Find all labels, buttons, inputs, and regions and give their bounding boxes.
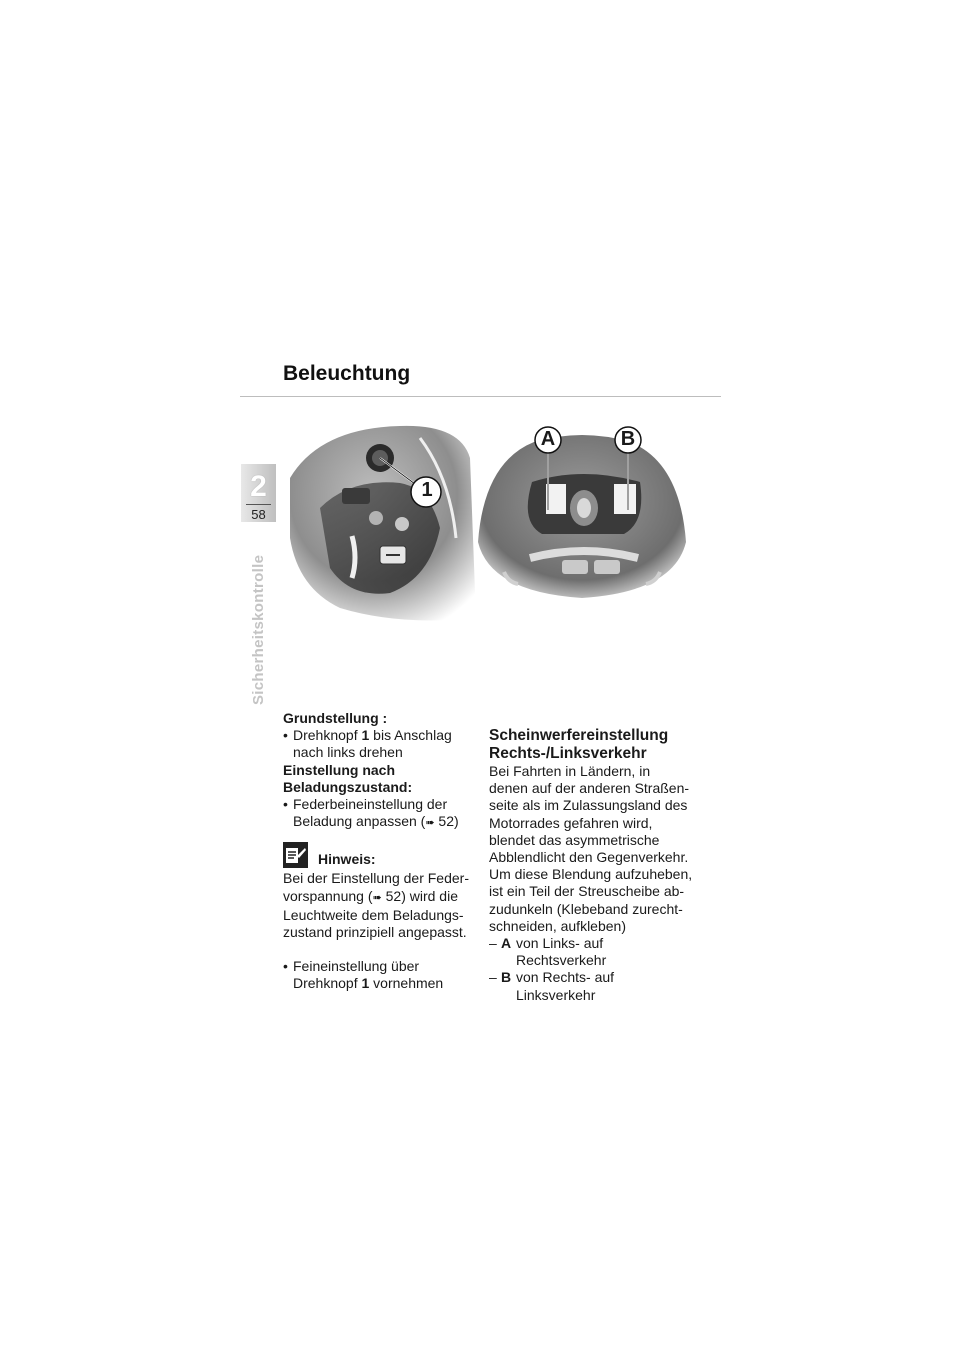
body-line: zudunkeln (Klebeband zurecht-: [489, 900, 683, 917]
section-heading-1: Scheinwerfereinstellung: [489, 727, 669, 744]
list-item-b: [489, 969, 704, 1003]
load-setting-heading-2: Beladungszustand:: [283, 778, 413, 795]
chapter-tab: [241, 464, 276, 522]
section-side-label: Sicherheitskontrolle: [250, 554, 267, 705]
note-line-1: Bei der Einstellung der Feder-: [283, 870, 469, 887]
fine-bullet-key: 1: [361, 975, 370, 992]
callout-1: 1: [421, 479, 433, 501]
fine-adjust-bullet: [283, 958, 483, 992]
key-a: A: [501, 935, 512, 952]
note-line-4: zustand prinzipiell angepasst.: [283, 924, 467, 941]
left-column: [283, 710, 483, 993]
note-icon: [283, 842, 308, 868]
load-bullet-ref: 52): [434, 813, 459, 830]
body-line: seite als im Zulassungsland des: [489, 797, 688, 814]
note-label: Hinweis:: [318, 851, 376, 868]
load-setting-bullet: [283, 796, 483, 832]
item-b-line-2: Linksverkehr: [516, 986, 596, 1003]
load-setting-heading-1: Einstellung nach: [283, 761, 396, 778]
right-column: [489, 727, 704, 1004]
body-line: Motorrades gefahren wird,: [489, 814, 653, 831]
basic-bullet-line2: nach links drehen: [293, 744, 403, 761]
basic-setting-heading: Grundstellung :: [283, 710, 388, 726]
reference-arrow-icon: ➠: [372, 891, 382, 904]
page-title: Beleuchtung: [283, 362, 411, 385]
fine-bullet-line1: • Feineinstellung über: [293, 958, 420, 975]
load-bullet-line1: • Federbeineinstellung der: [293, 796, 448, 813]
basic-bullet-text-end: bis Anschlag: [369, 727, 452, 744]
chapter-divider: [246, 504, 271, 505]
chapter-number: 2: [250, 470, 267, 503]
note-line-2: [283, 888, 483, 907]
body-line: Um diese Blendung aufzuheben,: [489, 866, 693, 883]
callout-b: B: [620, 428, 636, 450]
dash-b: –: [489, 969, 497, 986]
headlight-lens-photo: [474, 422, 690, 598]
load-bullet-text: Beladung anpassen (: [293, 813, 426, 830]
fine-bullet-text: Drehknopf: [293, 975, 362, 992]
body-line: blendet das asymmetrische: [489, 831, 660, 848]
body-line: denen auf der anderen Straßen-: [489, 780, 690, 797]
basic-bullet-text: Drehknopf: [293, 727, 362, 744]
page-number: 58: [251, 507, 266, 522]
reference-arrow-icon: ➠: [425, 817, 435, 830]
note-heading: [283, 842, 483, 870]
list-item-a: [489, 935, 704, 969]
callout-a: A: [540, 428, 556, 450]
title-divider: [240, 396, 721, 397]
body-line: schneiden, aufkleben): [489, 917, 626, 934]
body-line: Abblendlicht den Gegenverkehr.: [489, 849, 689, 866]
item-a-line-2: Rechtsverkehr: [516, 952, 607, 969]
fine-bullet-text-end: vornehmen: [369, 975, 444, 992]
item-b-line-1: von Rechts- auf: [516, 969, 615, 986]
basic-bullet-key: 1: [361, 727, 370, 744]
note-line-2-text: vorspannung (: [283, 887, 373, 904]
load-bullet-line2: [293, 813, 483, 832]
note-text: [283, 870, 483, 941]
body-line: ist ein Teil der Streuscheibe ab-: [489, 883, 685, 900]
fine-bullet-line2: [293, 975, 483, 992]
item-a-line-1: von Links- auf: [516, 935, 604, 952]
body-line: Bei Fahrten in Ländern, in: [489, 763, 651, 779]
section-heading-2: Rechts-/Linksverkehr: [489, 745, 647, 762]
key-b: B: [501, 969, 512, 986]
basic-setting-bullet: [283, 727, 483, 761]
note-line-2-end: 52) wird die: [381, 887, 458, 904]
note-line-3: Leuchtweite dem Beladungs-: [283, 906, 464, 923]
dash-a: –: [489, 935, 497, 952]
headlight-adjuster-photo: [280, 418, 478, 626]
